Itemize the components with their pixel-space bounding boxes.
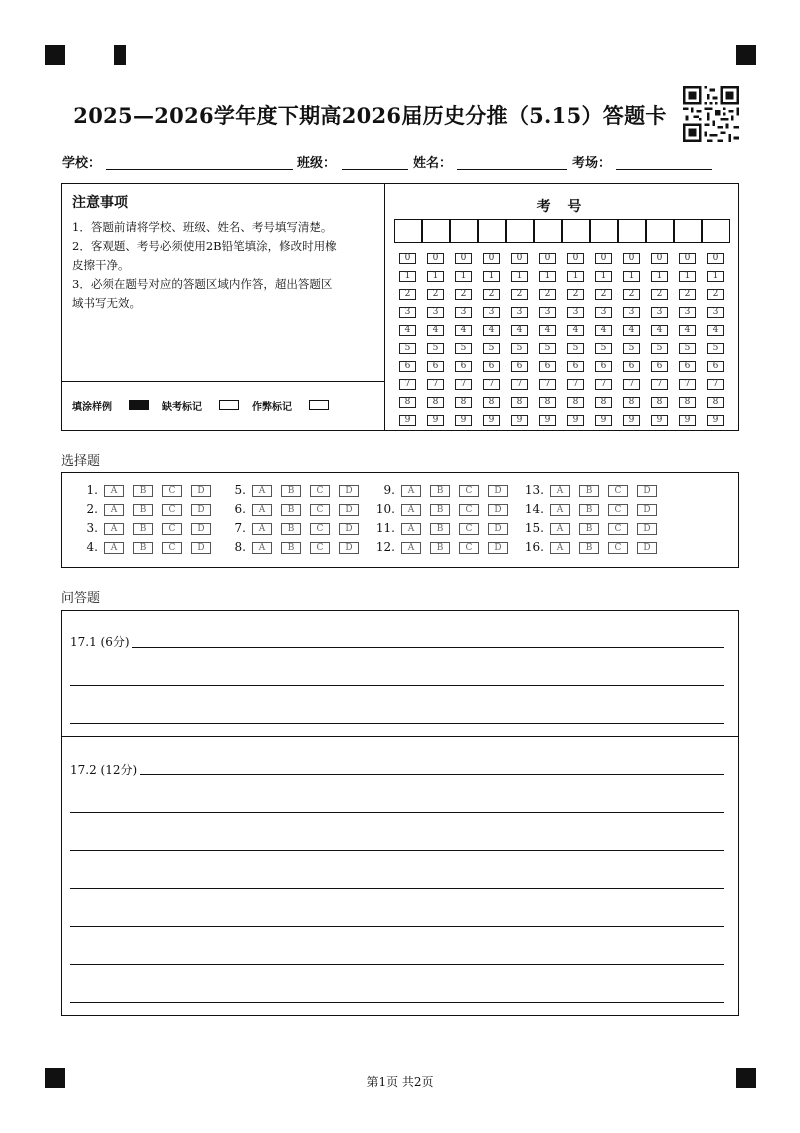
exam-number-bubble[interactable]: 5: [539, 343, 556, 354]
option-bubble-b[interactable]: B: [579, 542, 599, 554]
exam-number-bubble[interactable]: 1: [623, 271, 640, 282]
exam-number-bubble[interactable]: 9: [707, 415, 724, 426]
exam-number-bubble[interactable]: 8: [567, 397, 584, 408]
exam-number-bubble[interactable]: 1: [539, 271, 556, 282]
page-title: 2025—2026学年度下期高2026届历史分推（5.15）答题卡: [73, 103, 667, 128]
exam-number-cell[interactable]: [422, 219, 450, 243]
exam-number-bubble[interactable]: 3: [511, 307, 528, 318]
exam-number-bubble[interactable]: 9: [427, 415, 444, 426]
option-bubble-d[interactable]: D: [488, 504, 508, 516]
exam-number-bubble[interactable]: 5: [427, 343, 444, 354]
school-label: 学校：: [62, 156, 102, 171]
exam-number-cell[interactable]: [562, 219, 590, 243]
exam-number-bubble[interactable]: 5: [595, 343, 612, 354]
exam-number-bubble[interactable]: 9: [595, 415, 612, 426]
exam-number-bubble[interactable]: 7: [427, 379, 444, 390]
exam-number-bubble[interactable]: 8: [595, 397, 612, 408]
school-field[interactable]: [106, 169, 293, 170]
option-bubble-c[interactable]: C: [608, 542, 628, 554]
option-bubble-c[interactable]: C: [310, 542, 330, 554]
exam-number-bubble[interactable]: 4: [651, 325, 668, 336]
filled-sample-swatch: [129, 400, 149, 410]
question-number: 6.: [234, 502, 246, 516]
exam-number-bubble[interactable]: 1: [511, 271, 528, 282]
notice-panel: [62, 184, 385, 430]
option-bubble-d[interactable]: D: [488, 523, 508, 535]
option-bubble-d[interactable]: D: [191, 523, 211, 535]
option-bubble-d[interactable]: D: [339, 504, 359, 516]
exam-number-bubble[interactable]: 8: [651, 397, 668, 408]
option-bubble-b[interactable]: B: [281, 485, 301, 497]
exam-number-bubble[interactable]: 6: [651, 361, 668, 372]
exam-number-bubble[interactable]: 0: [455, 253, 472, 264]
exam-number-bubble[interactable]: 8: [539, 397, 556, 408]
exam-number-bubble[interactable]: 9: [483, 415, 500, 426]
exam-number-bubble[interactable]: 6: [707, 361, 724, 372]
room-label: 考场：: [572, 156, 612, 171]
option-bubble-b[interactable]: B: [430, 523, 450, 535]
option-bubble-c[interactable]: C: [608, 504, 628, 516]
registration-mark: [45, 45, 65, 65]
question-17-1-label: 17.1 (6分): [70, 635, 130, 649]
exam-number-bubble[interactable]: 8: [679, 397, 696, 408]
option-bubble-c[interactable]: C: [310, 504, 330, 516]
option-bubble-b[interactable]: B: [579, 504, 599, 516]
question-number: 5.: [234, 483, 246, 497]
answer-line[interactable]: [132, 647, 724, 648]
exam-number-bubble[interactable]: 8: [483, 397, 500, 408]
exam-number-bubble[interactable]: 7: [399, 379, 416, 390]
exam-number-bubble[interactable]: 1: [595, 271, 612, 282]
option-bubble-a[interactable]: A: [550, 542, 570, 554]
exam-number-bubble[interactable]: 7: [679, 379, 696, 390]
question-number: 11.: [375, 521, 395, 535]
legend-divider: [62, 381, 384, 382]
option-bubble-d[interactable]: D: [339, 542, 359, 554]
option-bubble-c[interactable]: C: [608, 485, 628, 497]
exam-number-bubble[interactable]: 2: [651, 289, 668, 300]
exam-number-bubble[interactable]: 3: [539, 307, 556, 318]
option-bubble-a[interactable]: A: [550, 504, 570, 516]
answer-line[interactable]: [70, 926, 724, 927]
exam-number-bubble[interactable]: 9: [399, 415, 416, 426]
question-number: 7.: [234, 521, 246, 535]
exam-number-bubble[interactable]: 4: [455, 325, 472, 336]
student-info-row: [62, 152, 742, 174]
exam-number-bubble[interactable]: 2: [567, 289, 584, 300]
exam-number-bubble[interactable]: 6: [595, 361, 612, 372]
option-bubble-a[interactable]: A: [104, 504, 124, 516]
question-number: 2.: [86, 502, 98, 516]
exam-number-bubble[interactable]: 8: [511, 397, 528, 408]
header-panel: [61, 183, 739, 431]
exam-number-bubble[interactable]: 3: [399, 307, 416, 318]
answer-line[interactable]: [70, 723, 724, 724]
exam-number-bubble[interactable]: 8: [623, 397, 640, 408]
exam-number-cell[interactable]: [646, 219, 674, 243]
exam-number-bubble[interactable]: 5: [651, 343, 668, 354]
option-bubble-c[interactable]: C: [162, 504, 182, 516]
option-bubble-c[interactable]: C: [608, 523, 628, 535]
exam-number-panel: [385, 184, 739, 430]
exam-number-bubble[interactable]: 7: [539, 379, 556, 390]
exam-number-bubble[interactable]: 4: [707, 325, 724, 336]
exam-number-bubble[interactable]: 2: [511, 289, 528, 300]
answer-line[interactable]: [70, 888, 724, 889]
exam-number-bubble[interactable]: 1: [483, 271, 500, 282]
option-bubble-b[interactable]: B: [133, 542, 153, 554]
exam-number-cell[interactable]: [618, 219, 646, 243]
option-bubble-c[interactable]: C: [459, 485, 479, 497]
exam-number-bubble[interactable]: 1: [399, 271, 416, 282]
exam-number-bubble[interactable]: 0: [623, 253, 640, 264]
exam-number-bubble[interactable]: 3: [651, 307, 668, 318]
cheat-mark-box[interactable]: [309, 400, 329, 410]
notice-title: 注意事项: [72, 195, 128, 211]
question-number: 9.: [383, 483, 395, 497]
option-bubble-d[interactable]: D: [637, 485, 657, 497]
exam-number-bubble[interactable]: 6: [427, 361, 444, 372]
class-label: 班级：: [297, 156, 337, 171]
exam-number-bubble[interactable]: 1: [651, 271, 668, 282]
exam-number-bubble[interactable]: 2: [623, 289, 640, 300]
option-bubble-d[interactable]: D: [191, 542, 211, 554]
option-bubble-c[interactable]: C: [162, 485, 182, 497]
exam-number-bubble[interactable]: 5: [511, 343, 528, 354]
exam-number-bubble[interactable]: 6: [399, 361, 416, 372]
option-bubble-b[interactable]: B: [430, 504, 450, 516]
option-bubble-c[interactable]: C: [162, 523, 182, 535]
exam-number-bubble[interactable]: 1: [679, 271, 696, 282]
exam-number-bubble[interactable]: 1: [707, 271, 724, 282]
exam-number-bubble[interactable]: 0: [567, 253, 584, 264]
exam-number-bubble[interactable]: 5: [623, 343, 640, 354]
option-bubble-d[interactable]: D: [637, 542, 657, 554]
exam-number-cell[interactable]: [702, 219, 730, 243]
option-bubble-c[interactable]: C: [310, 485, 330, 497]
exam-number-bubble[interactable]: 2: [595, 289, 612, 300]
option-bubble-b[interactable]: B: [281, 523, 301, 535]
answer-line[interactable]: [140, 774, 724, 775]
option-bubble-a[interactable]: A: [104, 485, 124, 497]
exam-number-bubble[interactable]: 4: [679, 325, 696, 336]
option-bubble-a[interactable]: A: [550, 523, 570, 535]
exam-number-bubble[interactable]: 2: [707, 289, 724, 300]
exam-number-bubble[interactable]: 7: [623, 379, 640, 390]
exam-number-bubble[interactable]: 3: [595, 307, 612, 318]
exam-number-bubble[interactable]: 6: [483, 361, 500, 372]
question-17-2-label: 17.2 (12分): [70, 763, 138, 777]
exam-number-bubble[interactable]: 8: [707, 397, 724, 408]
answer-line[interactable]: [70, 850, 724, 851]
exam-number-bubble[interactable]: 0: [707, 253, 724, 264]
exam-number-bubble[interactable]: 1: [427, 271, 444, 282]
exam-number-bubble[interactable]: 8: [455, 397, 472, 408]
exam-number-bubble[interactable]: 7: [511, 379, 528, 390]
exam-number-bubble[interactable]: 4: [567, 325, 584, 336]
option-bubble-c[interactable]: C: [162, 542, 182, 554]
option-bubble-c[interactable]: C: [459, 542, 479, 554]
exam-number-bubble[interactable]: 3: [427, 307, 444, 318]
exam-number-bubble[interactable]: 2: [679, 289, 696, 300]
exam-number-bubble[interactable]: 6: [623, 361, 640, 372]
exam-number-cell[interactable]: [590, 219, 618, 243]
page-footer: 第1页 共2页: [366, 1075, 434, 1089]
exam-number-bubble[interactable]: 0: [651, 253, 668, 264]
exam-number-bubble[interactable]: 2: [399, 289, 416, 300]
exam-number-bubble[interactable]: 9: [623, 415, 640, 426]
exam-number-cell[interactable]: [478, 219, 506, 243]
option-bubble-b[interactable]: B: [281, 542, 301, 554]
question-number: 1.: [86, 483, 98, 497]
cheat-mark-label: 作弊标记: [252, 402, 292, 413]
exam-number-bubble[interactable]: 8: [399, 397, 416, 408]
exam-number-bubble[interactable]: 9: [511, 415, 528, 426]
exam-number-bubble[interactable]: 6: [455, 361, 472, 372]
question-number: 12.: [375, 540, 395, 554]
exam-number-bubble[interactable]: 4: [483, 325, 500, 336]
option-bubble-c[interactable]: C: [310, 523, 330, 535]
exam-number-cell[interactable]: [674, 219, 702, 243]
choice-section-label: 选择题: [61, 454, 101, 469]
question-number: 10.: [375, 502, 395, 516]
option-bubble-a[interactable]: A: [401, 504, 421, 516]
answer-line[interactable]: [70, 964, 724, 965]
question-number: 14.: [524, 502, 544, 516]
exam-number-bubble[interactable]: 3: [623, 307, 640, 318]
filled-sample-label: 填涂样例: [72, 402, 112, 413]
exam-number-bubble[interactable]: 6: [539, 361, 556, 372]
exam-number-bubble[interactable]: 4: [427, 325, 444, 336]
option-bubble-d[interactable]: D: [191, 485, 211, 497]
option-bubble-a[interactable]: A: [252, 542, 272, 554]
exam-number-bubble[interactable]: 1: [455, 271, 472, 282]
exam-number-bubble[interactable]: 2: [427, 289, 444, 300]
option-bubble-a[interactable]: A: [252, 504, 272, 516]
option-bubble-b[interactable]: B: [133, 523, 153, 535]
option-bubble-d[interactable]: D: [339, 523, 359, 535]
option-bubble-a[interactable]: A: [252, 485, 272, 497]
option-bubble-a[interactable]: A: [401, 542, 421, 554]
exam-number-cell[interactable]: [394, 219, 422, 243]
exam-number-bubble[interactable]: 7: [567, 379, 584, 390]
option-bubble-d[interactable]: D: [191, 504, 211, 516]
question-number: 4.: [86, 540, 98, 554]
exam-number-bubble[interactable]: 0: [595, 253, 612, 264]
option-bubble-a[interactable]: A: [252, 523, 272, 535]
name-label: 姓名：: [413, 156, 453, 171]
exam-number-bubble[interactable]: 2: [483, 289, 500, 300]
option-bubble-d[interactable]: D: [339, 485, 359, 497]
option-bubble-d[interactable]: D: [637, 523, 657, 535]
notice-line: 2．客观题、考号必须使用2B铅笔填涂，修改时用橡: [72, 239, 337, 253]
exam-number-bubble[interactable]: 7: [595, 379, 612, 390]
question-divider: [62, 736, 738, 737]
option-bubble-a[interactable]: A: [401, 485, 421, 497]
exam-number-cell[interactable]: [450, 219, 478, 243]
exam-number-bubble[interactable]: 4: [399, 325, 416, 336]
exam-number-bubble[interactable]: 7: [483, 379, 500, 390]
exam-number-bubble[interactable]: 5: [707, 343, 724, 354]
option-bubble-b[interactable]: B: [430, 542, 450, 554]
absent-mark-label: 缺考标记: [162, 402, 202, 413]
exam-number-bubble[interactable]: 9: [539, 415, 556, 426]
question-number: 13.: [524, 483, 544, 497]
notice-line: 1．答题前请将学校、班级、姓名、考号填写清楚。: [72, 220, 333, 234]
option-bubble-a[interactable]: A: [550, 485, 570, 497]
exam-number-bubble[interactable]: 0: [511, 253, 528, 264]
exam-number-bubble[interactable]: 9: [567, 415, 584, 426]
exam-number-bubble[interactable]: 9: [679, 415, 696, 426]
exam-number-bubble[interactable]: 4: [539, 325, 556, 336]
exam-number-bubble[interactable]: 5: [567, 343, 584, 354]
registration-mark: [114, 45, 126, 65]
exam-number-bubble[interactable]: 0: [483, 253, 500, 264]
exam-number-bubble[interactable]: 3: [455, 307, 472, 318]
exam-number-bubble[interactable]: 4: [511, 325, 528, 336]
option-bubble-d[interactable]: D: [488, 485, 508, 497]
exam-number-bubble[interactable]: 4: [623, 325, 640, 336]
option-bubble-b[interactable]: B: [579, 523, 599, 535]
exam-number-bubble[interactable]: 5: [679, 343, 696, 354]
exam-number-bubble[interactable]: 3: [679, 307, 696, 318]
exam-number-bubble[interactable]: 4: [595, 325, 612, 336]
exam-number-bubble[interactable]: 5: [399, 343, 416, 354]
exam-number-bubble[interactable]: 0: [679, 253, 696, 264]
qa-section-label: 问答题: [61, 591, 101, 606]
notice-line: 皮擦干净。: [72, 258, 130, 272]
option-bubble-b[interactable]: B: [133, 504, 153, 516]
exam-number-bubble[interactable]: 3: [567, 307, 584, 318]
option-bubble-c[interactable]: C: [459, 504, 479, 516]
exam-number-bubble[interactable]: 5: [483, 343, 500, 354]
exam-number-title: 考 号: [536, 199, 588, 215]
exam-number-bubble[interactable]: 3: [483, 307, 500, 318]
notice-line: 3．必须在题号对应的答题区域内作答，超出答题区: [72, 277, 333, 291]
question-number: 15.: [524, 521, 544, 535]
qa-panel: [61, 610, 739, 1016]
option-bubble-b[interactable]: B: [430, 485, 450, 497]
registration-mark: [736, 45, 756, 65]
exam-number-bubble[interactable]: 6: [679, 361, 696, 372]
option-bubble-a[interactable]: A: [401, 523, 421, 535]
question-number: 3.: [86, 521, 98, 535]
exam-number-bubble[interactable]: 9: [651, 415, 668, 426]
exam-number-bubble[interactable]: 7: [707, 379, 724, 390]
exam-number-bubble[interactable]: 0: [539, 253, 556, 264]
exam-number-bubble[interactable]: 3: [707, 307, 724, 318]
option-bubble-a[interactable]: A: [104, 542, 124, 554]
answer-line[interactable]: [70, 685, 724, 686]
exam-number-bubble[interactable]: 6: [567, 361, 584, 372]
exam-number-bubble[interactable]: 8: [427, 397, 444, 408]
name-field[interactable]: [457, 169, 567, 170]
option-bubble-d[interactable]: D: [488, 542, 508, 554]
exam-number-bubble[interactable]: 6: [511, 361, 528, 372]
exam-number-bubble[interactable]: 7: [651, 379, 668, 390]
option-bubble-b[interactable]: B: [579, 485, 599, 497]
option-bubble-d[interactable]: D: [637, 504, 657, 516]
option-bubble-c[interactable]: C: [459, 523, 479, 535]
absent-mark-box[interactable]: [219, 400, 239, 410]
exam-number-bubble[interactable]: 2: [539, 289, 556, 300]
question-number: 16.: [524, 540, 544, 554]
exam-number-cell[interactable]: [506, 219, 534, 243]
answer-line[interactable]: [70, 812, 724, 813]
class-field[interactable]: [342, 169, 408, 170]
exam-number-bubble[interactable]: 2: [455, 289, 472, 300]
exam-number-bubble[interactable]: 7: [455, 379, 472, 390]
option-bubble-a[interactable]: A: [104, 523, 124, 535]
exam-number-bubble[interactable]: 0: [399, 253, 416, 264]
exam-number-bubble[interactable]: 1: [567, 271, 584, 282]
qr-code-icon: [683, 86, 739, 142]
exam-number-bubble[interactable]: 0: [427, 253, 444, 264]
room-field[interactable]: [616, 169, 712, 170]
exam-number-cell[interactable]: [534, 219, 562, 243]
answer-line[interactable]: [70, 1002, 724, 1003]
option-bubble-b[interactable]: B: [133, 485, 153, 497]
choice-panel: [61, 472, 739, 568]
notice-line: 域书写无效。: [72, 296, 141, 310]
question-number: 8.: [234, 540, 246, 554]
exam-number-bubble[interactable]: 9: [455, 415, 472, 426]
exam-number-bubble[interactable]: 5: [455, 343, 472, 354]
option-bubble-b[interactable]: B: [281, 504, 301, 516]
